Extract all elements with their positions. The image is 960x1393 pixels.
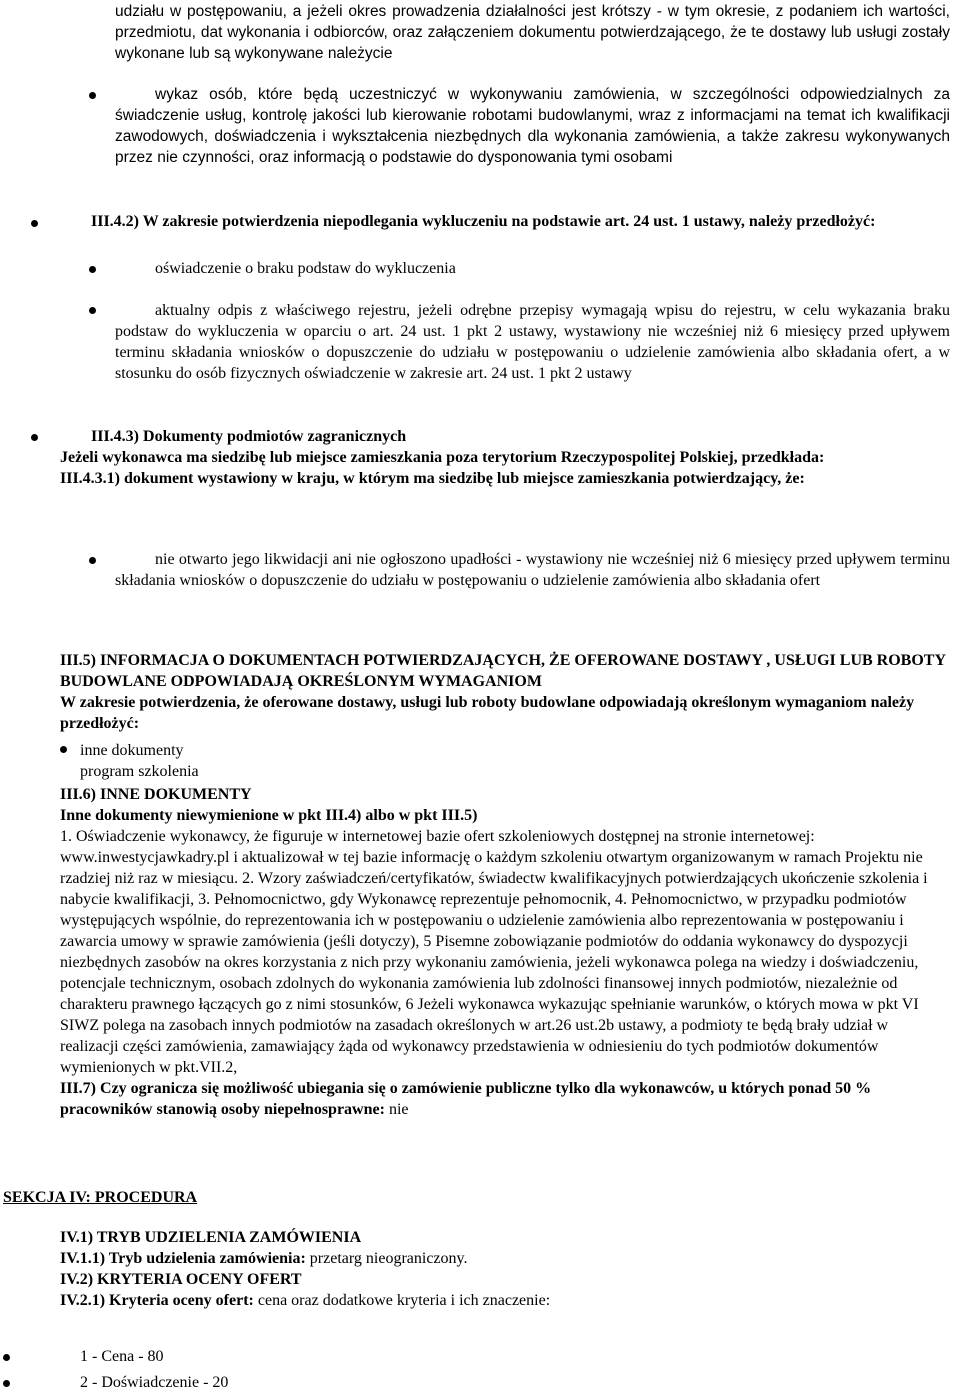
bullet-icon [89,266,96,273]
bullet-icon [89,307,96,314]
top-paragraph: udziału w postępowaniu, a jeżeli okres prowadzenia działalności jest krótszy - w tym okresie, z podaniem ich wartości, przedmiotu, dat wykonania i odbiorców, oraz załączeniem dokumentu potwierdzającego, że te dostawy lub usługi zostały wykonane lub są wykonywane należycie [115,3,950,62]
section-heading: III.4.3) Dokumenty podmiotów zagranicznych Jeżeli wykonawca ma siedzibę lub miejsce zamieszkania poza terytorium Rzeczypospolitej Polskiej, przedkłada: III.4.3.1) dokument wystawiony w kraju, w którym ma siedzibę lub miejsce zamieszkania potwierdzający, że: [60,428,825,487]
bullet-icon [3,1354,10,1361]
list-item: 1 - Cena - 80 [80,1348,164,1365]
list-item: aktualny odpis z właściwego rejestru, jeżeli odrębne przepisy wymagają wpisu do rejestru, w celu wykazania braku podstaw do wykluczenia w oparciu o art. 24 ust. 1 pkt 2 ustawy, wystawiony nie wcześniej niż 6 miesięcy przed upływem terminu składania wniosków o dopuszczenie do udziału w postępowaniu o udzielenie zamówienia albo składania ofert, a w stosunku do osób fizycznych oświadczenie w zakresie art. 24 ust. 1 pkt 2 ustawy [115,302,950,382]
section-heading: III.5) INFORMACJA O DOKUMENTACH POTWIERDZAJĄCYCH, ŻE OFEROWANE DOSTAWY , USŁUGI LUB ROBOTY BUDOWLANE ODPOWIADAJĄ OKREŚLONYM WYMAGANIOM W zakresie potwierdzenia, że oferowane dostawy, usługi lub roboty budowlane odpowiadają określonym wymaganiom należy przedłożyć: [60,652,946,732]
section-title: SEKCJA IV: PROCEDURA [3,1189,198,1206]
list-item: nie otwarto jego likwidacji ani nie ogłoszono upadłości - wystawiony nie wcześniej niż 6 miesięcy przed upływem terminu składania wniosków o dopuszczenie do udziału w postępowaniu o udzielenie zamówienia albo składania ofert [115,551,950,589]
bullet-icon [89,92,96,99]
list-item: inne dokumenty program szkolenia [80,742,199,780]
section-heading: III.6) INNE DOKUMENTY Inne dokumenty niewymienione w pkt III.4) albo w pkt III.5) 1. Oświadczenie wykonawcy, że figuruje w internetowej bazie ofert szkoleniowych dostępnej na stronie internetowej: www.inwestycjawkadry.pl i aktualizował w tej bazie informację o każdym szkoleniu otwartym organizowanym w ramach Projektu nie rzadziej niż raz w miesiącu. 2. Wzory zaświadczeń/certyfikatów, świadectw kwalifikacyjnych potwierdzających ukończenie szkolenia i nabycie kwalifikacji, 3. Pełnomocnictwo, gdy Wykonawcę reprezentuje pełnomocnik, 4. Pełnomocnictwo, w przypadku podmiotów występujących wspólnie, do reprezentowania ich w postępowaniu o udzielenie zamówienia albo reprezentowania w postępowaniu i zawarcia umowy w sprawie zamówienia (jeśli dotyczy), 5 Pisemne zobowiązanie podmiotów do oddania wykonawcy do dyspozycji niezbędnych zasobów na okres korzystania z nich przy wykonaniu zamówienia, jeżeli wykonawca polega na wiedzy i doświadczeniu, potencjale technicznym, osobach zdolnych do wykonania zamówienia lub zdolności finansowej innych podmiotów, niezależnie od charakteru prawnego łączących go z nimi stosunków, 6 Jeżeli wykonawca wykazując spełnianie warunków, o których mowa w pkt VI SIWZ polega na zasobach innych podmiotów na zasadach określonych w art.26 ust.2b ustawy, a podmioty te będą brały udział w realizacji części zamówienia, zamawiający żąda od wykonawcy przedstawienia w odniesieniu do tych podmiotów dokumentów wymienionych w pkt.VII.2, III.7) Czy ogranicza się możliwość ubiegania się o zamówienie publiczne tylko dla wykonawców, u których ponad 50 % pracowników stanowią osoby niepełnosprawne: nie [60,786,928,1118]
bullet-icon [60,746,67,753]
bullet-icon [31,434,38,441]
section-heading: III.4.2) W zakresie potwierdzenia niepodlegania wykluczeniu na podstawie art. 24 ust. 1 ustawy, należy przedłożyć: [91,213,876,230]
bullet-icon [89,557,96,564]
list-item: 2 - Doświadczenie - 20 [80,1374,229,1391]
list-item: oświadczenie o braku podstaw do wykluczenia [155,260,456,277]
procedure-block: IV.1) TRYB UDZIELENIA ZAMÓWIENIA IV.1.1) Tryb udzielenia zamówienia: przetarg nieograniczony. IV.2) KRYTERIA OCENY OFERT IV.2.1) Kryteria oceny ofert: cena oraz dodatkowe kryteria i ich znaczenie: [60,1229,551,1309]
list-item: wykaz osób, które będą uczestniczyć w wykonywaniu zamówienia, w szczególności odpowiedzialnych za świadczenie usług, kontrolę jakości lub kierowanie robotami budowlanymi, wraz z informacjami na temat ich kwalifikacji zawodowych, doświadczenia i wykształcenia niezbędnych dla wykonania zamówienia, a także zakresu wykonywanych przez nie czynności, oraz informacją o podstawie do dysponowania tymi osobami [115,86,950,166]
bullet-icon [3,1380,10,1387]
bullet-icon [31,220,38,227]
